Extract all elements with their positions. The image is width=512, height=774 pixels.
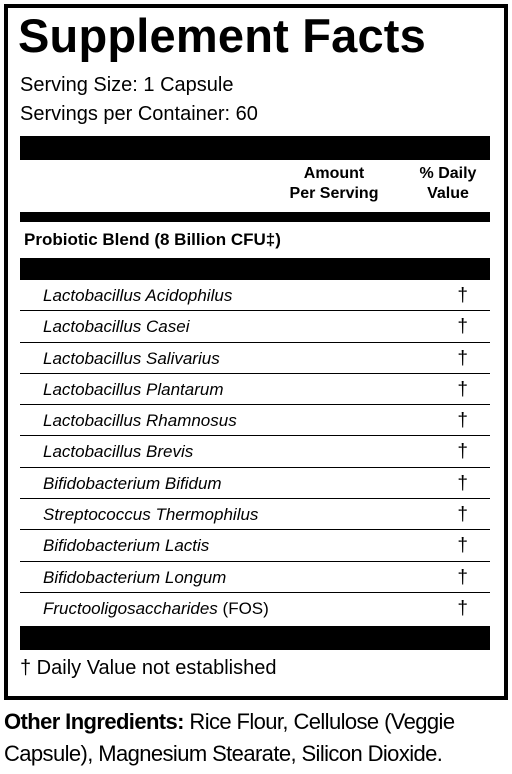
ingredient-name (43, 442, 193, 462)
thick-divider-bottom (20, 626, 490, 650)
ingredient-name-italic: Bifidobacterium Lactis (43, 536, 210, 556)
ingredient-name (43, 411, 237, 431)
ingredient-list (20, 280, 490, 624)
ingredient-row (20, 343, 490, 374)
ingredient-name (43, 599, 269, 619)
ingredient-row (20, 468, 490, 499)
servings-per-container: Servings per Container: 60 (20, 103, 258, 125)
ingredient-daily-value: † (457, 285, 468, 306)
ingredient-name (43, 568, 226, 588)
ingredient-name (43, 505, 258, 525)
other-ingredients-text: Rice Flour, Cellulose (Veggie Capsule), Magnesium Stearate, Silicon Dioxide. (4, 709, 455, 766)
ingredient-daily-value: † (457, 566, 468, 588)
ingredient-name-italic: Lactobacillus Casei (43, 317, 190, 337)
amount-header-line2: Per Serving (289, 185, 379, 202)
ingredient-row (20, 593, 490, 624)
dv-header-line2: Value (427, 185, 469, 202)
ingredient-row (20, 530, 490, 561)
ingredient-name (43, 474, 222, 494)
ingredient-daily-value: † (457, 347, 468, 369)
ingredient-row (20, 374, 490, 405)
dv-header-line1: % Daily (419, 165, 477, 182)
daily-value-header (408, 164, 488, 204)
blend-name: Probiotic Blend (8 Billion CFU‡) (24, 230, 281, 249)
ingredient-row (20, 499, 490, 530)
ingredient-name-italic: Lactobacillus Acidophilus (43, 286, 233, 305)
ingredient-name-italic: Bifidobacterium Bifidum (43, 473, 222, 493)
ingredient-daily-value: † (457, 472, 468, 494)
ingredient-daily-value: † (457, 535, 468, 557)
ingredient-name-italic: Lactobacillus Plantarum (43, 379, 224, 399)
ingredient-row (20, 562, 490, 593)
ingredient-name (43, 286, 232, 306)
amount-header-line1: Amount (303, 165, 365, 182)
other-ingredients (4, 706, 508, 770)
panel-title: Supplement Facts (18, 9, 427, 62)
ingredient-daily-value: † (457, 316, 468, 338)
ingredient-row (20, 405, 490, 436)
ingredient-daily-value: † (457, 410, 468, 432)
amount-per-serving-header (282, 164, 386, 204)
ingredient-name (43, 349, 220, 369)
ingredient-name-italic: Lactobacillus Rhamnosus (43, 411, 237, 431)
ingredient-row (20, 436, 490, 467)
ingredient-daily-value: † (457, 378, 468, 400)
ingredient-daily-value: † (457, 504, 468, 526)
ingredient-daily-value: † (457, 597, 468, 619)
other-ingredients-label: Other Ingredients: (4, 709, 184, 734)
ingredient-name (43, 536, 209, 556)
medium-divider (20, 212, 490, 222)
ingredient-row (20, 280, 490, 311)
serving-size: Serving Size: 1 Capsule (20, 74, 234, 96)
ingredient-daily-value: † (457, 441, 468, 463)
ingredient-name-italic: Lactobacillus Brevis (43, 442, 194, 462)
ingredient-row (20, 311, 490, 342)
ingredient-name-italic: Lactobacillus Salivarius (43, 348, 220, 368)
ingredient-name (43, 380, 223, 400)
ingredient-name-italic: Streptococcus Thermophilus (43, 505, 259, 525)
ingredient-name (43, 317, 189, 337)
ingredient-name-italic: Fructooligosaccharides (43, 598, 218, 618)
ingredient-name-suffix: (FOS) (217, 598, 269, 618)
ingredient-name-italic: Bifidobacterium Longum (43, 567, 227, 587)
footnote: † Daily Value not established (20, 657, 277, 679)
thick-divider-top (20, 136, 490, 160)
thick-divider-blend (20, 258, 490, 280)
